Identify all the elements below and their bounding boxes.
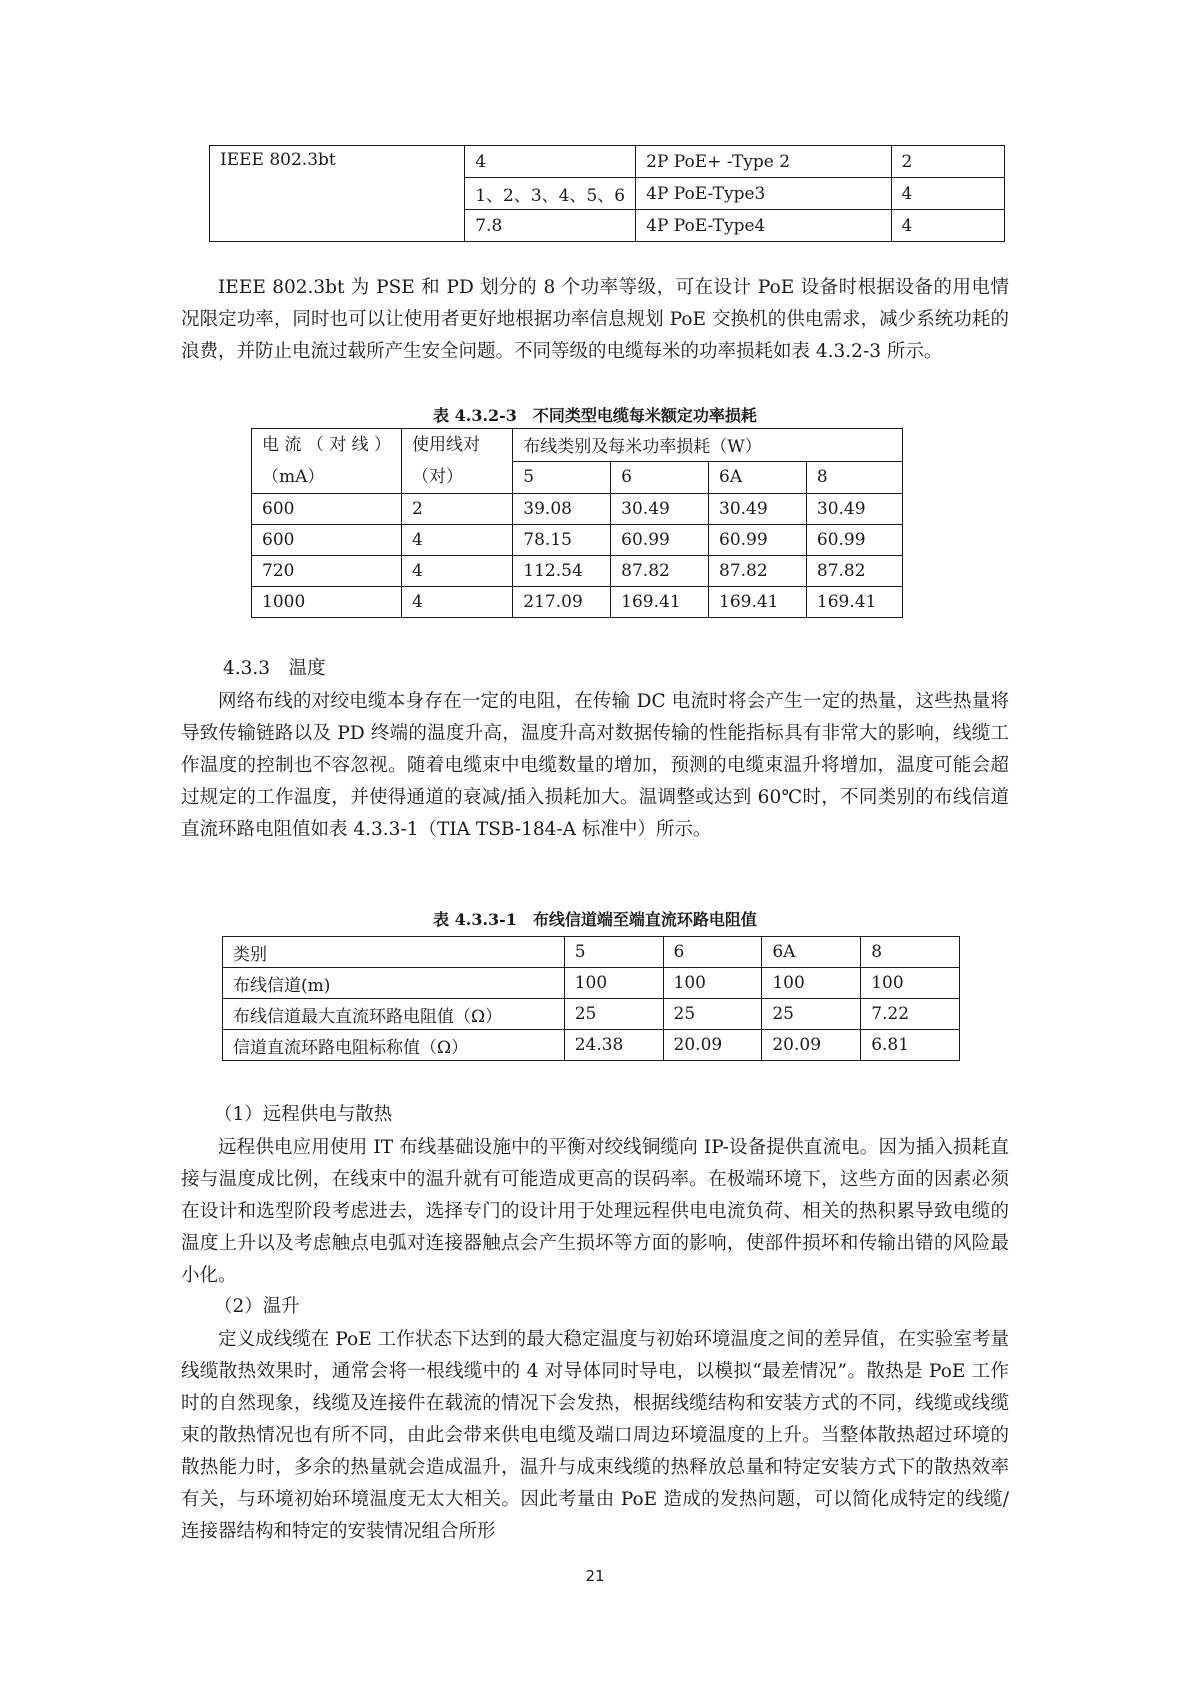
table-cell: 类别 (223, 937, 565, 968)
category-header: 8 (806, 461, 902, 494)
table-cell: 720 (252, 556, 402, 587)
poe-type-table (209, 145, 1005, 242)
table-cell: 217.09 (513, 587, 611, 618)
table-row (252, 556, 903, 587)
table-row (252, 525, 903, 556)
body-paragraph: 网络布线的对绞电缆本身存在一定的电阻，在传输 DC 电流时将会产生一定的热量，这些热量将导致传输链路以及 PD 终端的温度升高，温度升高对数据传输的性能指标具有非常大的影响，线缆工作温度的控制也不容忽视。随着电缆束中电缆数量的增加，预测的电缆束温升将增加，温度可能会超过规定的工作温度，并使得通道的衰减/插入损耗加大。温调整或达到 60℃时，不同类别的布线信道直流环路电阻值如表 4.3.3-1（TIA TSB-184-A 标准中）所示。 (181, 691, 1009, 840)
table-cell: 20.09 (663, 1030, 762, 1061)
table-cell: 112.54 (513, 556, 611, 587)
body-paragraph: 定义成线缆在 PoE 工作状态下达到的最大稳定温度与初始环境温度之间的差异值，在实验室考量线缆散热效果时，通常会将一根线缆中的 4 对导体同时导电，以模拟“最差情况”。散热是 PoE 工作时的自然现象，线缆及连接件在载流的情况下会发热，根据线缆结构和安装方式的不同，线缆或线缆束的散热情况也有所不同，由此会带来供电电缆及端口周边环境温度的上升。当整体散热超过环境的散热能力时，多余的热量就会造成温升，温升与成束线缆的热释放总量和特定安装方式下的散热效率有关，与环境初始环境温度无太大相关。因此考量由 PoE 造成的发热问题，可以简化成特定的线缆/连接器结构和特定的安装情况组合所形 (181, 1329, 1009, 1542)
table-cell: 78.15 (513, 525, 611, 556)
table-cell: 169.41 (709, 587, 807, 618)
subsection-heading: （2）温升 (214, 1296, 300, 1317)
table-row (223, 1030, 960, 1061)
category-group-header: 布线类别及每米功率损耗（W） (513, 429, 903, 462)
table-row (252, 587, 903, 618)
table-cell: 2 (402, 494, 513, 525)
table-cell: 60.99 (806, 525, 902, 556)
loop-resistance-table (222, 936, 960, 1061)
table-cell: 布线信道(m) (223, 968, 565, 999)
table-caption: 表 4.3.2-3 不同类型电缆每米额定功率损耗 (433, 406, 757, 425)
category-header: 6A (709, 461, 807, 494)
table-row (252, 494, 903, 525)
current-header: 电 流 （ 对 线 ） （mA） (252, 429, 402, 494)
table-cell: 20.09 (762, 1030, 861, 1061)
table-cell: 24.38 (564, 1030, 663, 1061)
table-cell: 1、2、3、4、5、6 (465, 178, 636, 210)
table-cell: 25 (663, 999, 762, 1030)
table-row (223, 937, 960, 968)
table-cell: 4P PoE-Type4 (636, 210, 891, 242)
table-cell: 600 (252, 525, 402, 556)
table-cell: 60.99 (611, 525, 709, 556)
table-cell: 100 (762, 968, 861, 999)
table-cell: 4 (465, 146, 636, 178)
table-row (210, 146, 1005, 178)
table-row (223, 968, 960, 999)
category-header: 5 (513, 461, 611, 494)
table-cell: 6.81 (861, 1030, 960, 1061)
table-caption: 表 4.3.3-1 布线信道端至端直流环路电阻值 (433, 910, 757, 929)
table-cell: 6A (762, 937, 861, 968)
body-paragraph: IEEE 802.3bt 为 PSE 和 PD 划分的 8 个功率等级，可在设计 PoE 设备时根据设备的用电情况限定功率，同时也可以让使用者更好地根据功率信息规划 PoE 交换机的供电需求，减少系统功耗的浪费，并防止电流过载所产生安全问题。不同等级的电缆每米的功率损耗如表 4.3.2-3 所示。 (181, 277, 1009, 362)
table-cell: 30.49 (806, 494, 902, 525)
table-cell: 87.82 (611, 556, 709, 587)
page-number: 21 (585, 1567, 605, 1585)
table-cell: 7.22 (861, 999, 960, 1030)
table-cell: 25 (762, 999, 861, 1030)
category-header: 6 (611, 461, 709, 494)
table-cell: 600 (252, 494, 402, 525)
table-cell: 25 (564, 999, 663, 1030)
table-cell: 87.82 (806, 556, 902, 587)
table-cell: 4P PoE-Type3 (636, 178, 891, 210)
table-cell: 169.41 (806, 587, 902, 618)
table-cell: 7.8 (465, 210, 636, 242)
table-cell: 100 (861, 968, 960, 999)
table-cell: 信道直流环路电阻标称值（Ω） (223, 1030, 565, 1061)
section-heading: 4.3.3 温度 (223, 658, 326, 679)
table-cell: 2P PoE+ -Type 2 (636, 146, 891, 178)
table-cell: 8 (861, 937, 960, 968)
table-cell: 4 (402, 556, 513, 587)
table-cell: 4 (402, 587, 513, 618)
table-cell: 30.49 (611, 494, 709, 525)
pairs-header: 使用线对 （对） (402, 429, 513, 494)
table-cell: 4 (402, 525, 513, 556)
table-cell: 4 (891, 210, 1004, 242)
power-loss-table (251, 428, 903, 618)
table-cell: 60.99 (709, 525, 807, 556)
table-header-row (252, 429, 903, 462)
standard-cell: IEEE 802.3bt (210, 146, 465, 242)
table-row (223, 999, 960, 1030)
table-cell: 100 (663, 968, 762, 999)
body-paragraph: 远程供电应用使用 IT 布线基础设施中的平衡对绞线铜缆向 IP-设备提供直流电。因为插入损耗直接与温度成比例，在线束中的温升就有可能造成更高的误码率。在极端环境下，这些方面的因素必须在设计和选型阶段考虑进去，选择专门的设计用于处理远程供电电流负荷、相关的热积累导致电缆的温度上升以及考虑触点电弧对连接器触点会产生损坏等方面的影响，使部件损坏和传输出错的风险最小化。 (181, 1137, 1009, 1286)
table-cell: 2 (891, 146, 1004, 178)
table-cell: 5 (564, 937, 663, 968)
subsection-heading: （1）远程供电与散热 (214, 1104, 393, 1125)
table-cell: 4 (891, 178, 1004, 210)
table-cell: 87.82 (709, 556, 807, 587)
table-cell: 6 (663, 937, 762, 968)
table-cell: 布线信道最大直流环路电阻值（Ω） (223, 999, 565, 1030)
table-cell: 39.08 (513, 494, 611, 525)
table-cell: 169.41 (611, 587, 709, 618)
table-cell: 100 (564, 968, 663, 999)
table-cell: 30.49 (709, 494, 807, 525)
table-cell: 1000 (252, 587, 402, 618)
